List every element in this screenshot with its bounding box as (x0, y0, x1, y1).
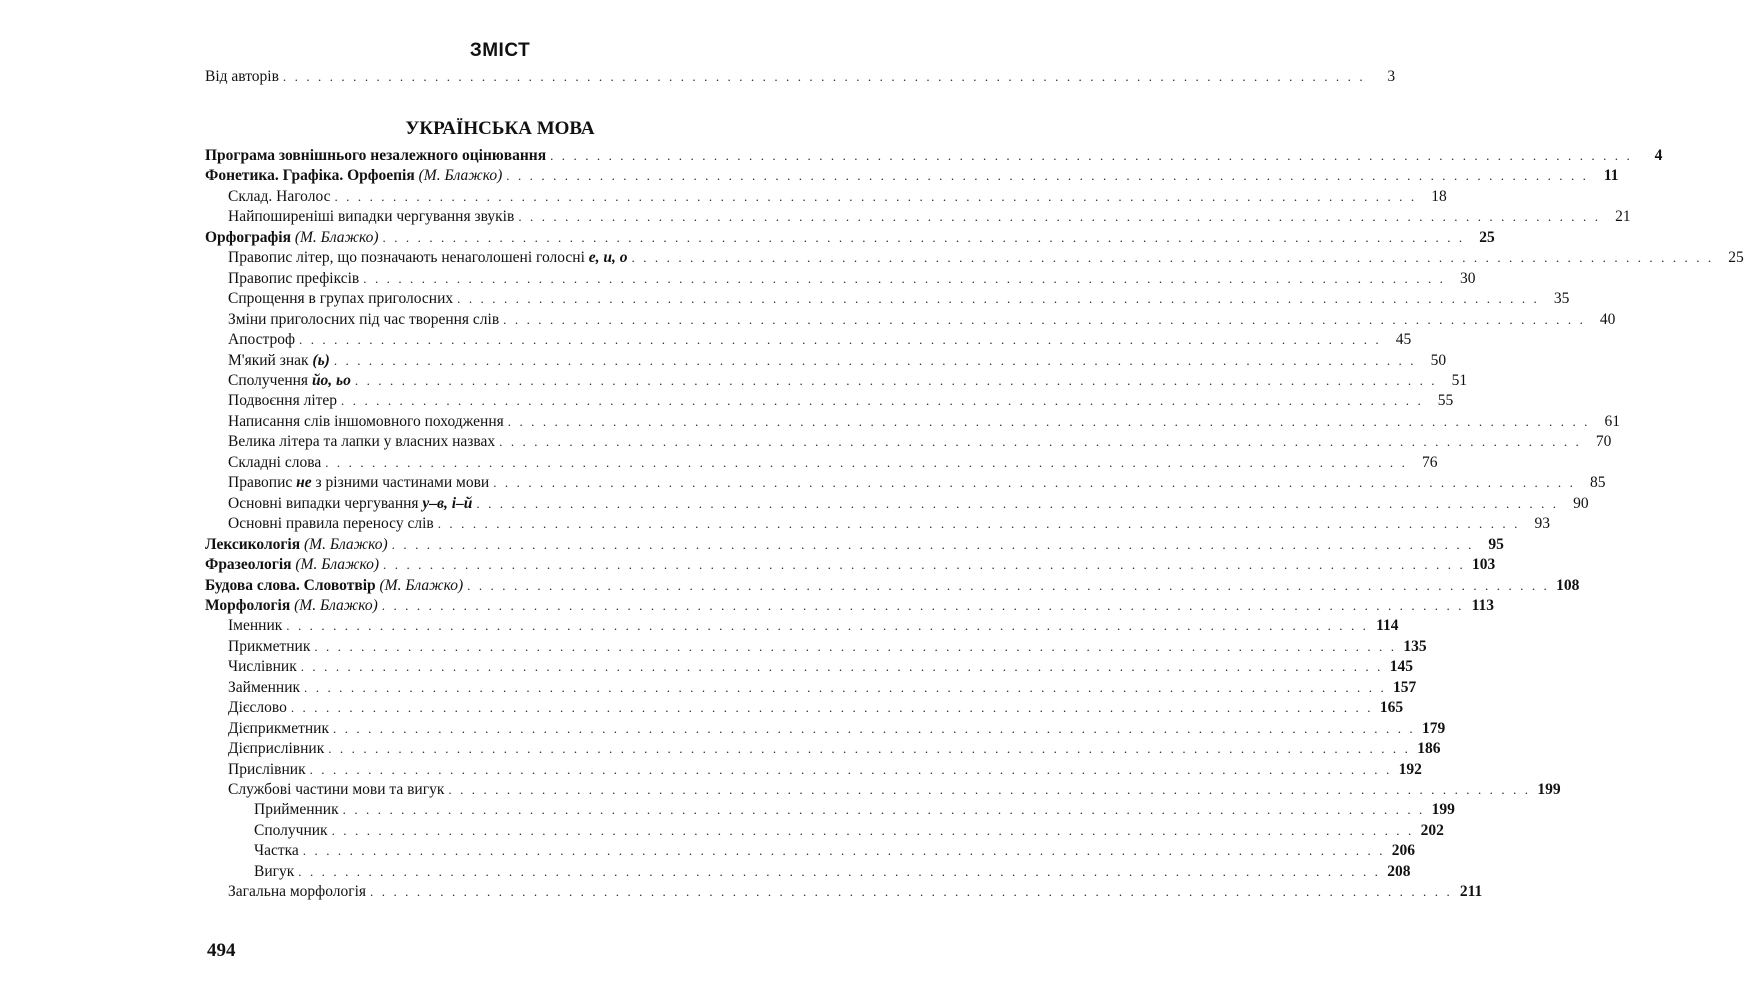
toc-entry-label (254, 861, 294, 883)
toc-entry-emphasis: йо, ьо (311, 371, 351, 389)
leader-dots: . . . . . . . . . . . . . . . . . . . . . . . . . . . . . . . . . . . . . . . . . . . . . . . . . . . . . . . . . . . . . . . . . . . . . . . . . . . . . . . . . . . . . . . . . . . . . (493, 475, 1576, 491)
leader-dots: . . . . . . . . . . . . . . . . . . . . . . . . . . . . . . . . . . . . . . . . . . . . . . . . . . . . . . . . . . . . . . . . . . . . . . . . . . . . . . . . . . . . . . . . . . . . . (507, 413, 1590, 429)
leader-dots: . . . . . . . . . . . . . . . . . . . . . . . . . . . . . . . . . . . . . . . . . . . . . . . . . . . . . . . . . . . . . . . . . . . . . . . . . . . . . . . . . . . . . . . . . . . . . (631, 250, 1714, 266)
toc-page-number: 108 (1556, 576, 1580, 594)
toc-entry-title: Прийменник (254, 801, 339, 819)
toc-entry (205, 738, 1441, 760)
toc-entry-title: Найпоширеніші випадки чергування звуків (228, 208, 515, 226)
toc-page-number: 199 (1537, 780, 1561, 798)
toc-entry (205, 861, 1411, 883)
toc-entry-label (228, 329, 295, 351)
toc-entry (205, 227, 1495, 249)
toc-entry-label (205, 227, 379, 249)
toc-entry-title: Орфографія (205, 228, 291, 246)
leader-dots: . . . . . . . . . . . . . . . . . . . . . . . . . . . . . . . . . . . . . . . . . . . . . . . . . . . . . . . . . . . . . . . . . . . . . . . . . . . . . . . . . . . . . . . . . . . . . (298, 863, 1381, 879)
toc-entry-label (205, 554, 379, 576)
toc-entry-emphasis: не (296, 474, 312, 492)
toc-entry (205, 615, 1399, 637)
toc-entry-label (228, 615, 282, 637)
toc-entry (205, 390, 1454, 412)
leader-dots: . . . . . . . . . . . . . . . . . . . . . . . . . . . . . . . . . . . . . . . . . . . . . . . . . . . . . . . . . . . . . . . . . . . . . . . . . . . . . . . . . . . . . . . . . . . . . (363, 270, 1446, 286)
leader-dots: . . . . . . . . . . . . . . . . . . . . . . . . . . . . . . . . . . . . . . . . . . . . . . . . . . . . . . . . . . . . . . . . . . . . . . . . . . . . . . . . . . . . . . . . . . . . . (518, 209, 1601, 225)
toc-entry (205, 309, 1616, 331)
toc-entry (205, 288, 1570, 310)
toc-entry (205, 779, 1561, 801)
toc-entry-label (228, 350, 330, 372)
toc-entry-title: Склад. Наголос (228, 187, 331, 205)
toc-entry-title: Зміни приголосних під час творення слів (228, 310, 500, 328)
leader-dots: . . . . . . . . . . . . . . . . . . . . . . . . . . . . . . . . . . . . . . . . . . . . . . . . . . . . . . . . . . . . . . . . . . . . . . . . . . . . . . . . . . . . . . . . . . . . . (314, 638, 1397, 654)
toc-entry-author: (М. Блажко) (294, 228, 379, 246)
leader-dots: . . . . . . . . . . . . . . . . . . . . . . . . . . . . . . . . . . . . . . . . . . . . . . . . . . . . . . . . . . . . . . . . . . . . . . . . . . . . . . . . . . . . . . . . . . . . . (290, 700, 1374, 716)
leader-dots: . . . . . . . . . . . . . . . . . . . . . . . . . . . . . . . . . . . . . . . . . . . . . . . . . . . . . . . . . . . . . . . . . . . . . . . . . . . . . . . . . . . . . . . . . . . . . (467, 577, 1550, 593)
leader-dots: . . . . . . . . . . . . . . . . . . . . . . . . . . . . . . . . . . . . . . . . . . . . . . . . . . . . . . . . . . . . . . . . . . . . . . . . . . . . . . . . . . . . . . . . . . . . . (550, 148, 1633, 163)
toc-entry (205, 718, 1446, 740)
toc-entry-title: Дієприкметник (228, 719, 329, 737)
toc-entry-label (228, 493, 472, 515)
leader-dots: . . . . . . . . . . . . . . . . . . . . . . . . . . . . . . . . . . . . . . . . . . . . . . . . . . . . . . . . . . . . . . . . . . . . . . . . . . . . . . . . . . . . . . . . . . . . . (354, 372, 1438, 388)
leader-dots: . . . . . . . . . . . . . . . . . . . . . . . . . . . . . . . . . . . . . . . . . . . . . . . . . . . . . . . . . . . . . . . . . . . . . . . . . . . . . . . . . . . . . . . . . . . . . (506, 168, 1589, 184)
leader-dots: . . . . . . . . . . . . . . . . . . . . . . . . . . . . . . . . . . . . . . . . . . . . . . . . . . . . . . . . . . . . . . . . . . . . . . . . . . . . . . . . . . . . . . . . . . . . . (382, 229, 1465, 245)
toc-entry (205, 881, 1483, 903)
leader-dots: . . . . . . . . . . . . . . . . . . . . . . . . . . . . . . . . . . . . . . . . . . . . . . . . . . . . . . . . . . . . . . . . . . . . . . . . . . . . . . . . . . . . . . . . . . . . . (383, 557, 1466, 572)
toc-entry-label (205, 534, 388, 556)
toc-entry (205, 329, 1412, 351)
toc-entry-author: (М. Блажко) (304, 535, 388, 553)
toc-entry-intro (205, 66, 1396, 88)
toc-entry-label (228, 452, 321, 474)
toc-entry-label (228, 656, 297, 678)
toc-page-number: 51 (1451, 371, 1468, 389)
leader-dots: . . . . . . . . . . . . . . . . . . . . . . . . . . . . . . . . . . . . . . . . . . . . . . . . . . . . . . . . . . . . . . . . . . . . . . . . . . . . . . . . . . . . . . . . . . . . . (342, 802, 1425, 818)
toc-page-number: 55 (1437, 392, 1454, 410)
leader-dots: . . . . . . . . . . . . . . . . . . . . . . . . . . . . . . . . . . . . . . . . . . . . . . . . . . . . . . . . . . . . . . . . . . . . . . . . . . . . . . . . . . . . . . . . . . . . . (457, 291, 1540, 307)
toc-entry-title: Фонетика. Графіка. Орфоепія (205, 167, 415, 185)
leader-dots: . . . . . . . . . . . . . . . . . . . . . . . . . . . . . . . . . . . . . . . . . . . . . . . . . . . . . . . . . . . . . . . . . . . . . . . . . . . . . . . . . . . . . . . . . . . . . (325, 454, 1408, 470)
toc-page-number: 206 (1391, 842, 1416, 860)
leader-dots: . . . . . . . . . . . . . . . . . . . . . . . . . . . . . . . . . . . . . . . . . . . . . . . . . . . . . . . . . . . . . . . . . . . . . . . . . . . . . . . . . . . . . . . . . . . . . (370, 884, 1453, 900)
toc-entry-label (228, 390, 337, 412)
toc-entry-label (228, 718, 329, 740)
toc-entry (205, 350, 1447, 372)
toc-entry-label (254, 799, 339, 821)
toc-entry-label (205, 145, 546, 167)
toc-entry-label (228, 247, 628, 269)
toc-entry-label (205, 575, 463, 597)
toc-entry (205, 840, 1416, 862)
toc-entry-title: Загальна морфологія (228, 883, 367, 901)
toc-entry-title: Правопис літер, що позначають ненаголошені голосні (228, 249, 585, 267)
toc-page-number: 103 (1472, 556, 1496, 573)
leader-dots: . . . . . . . . . . . . . . . . . . . . . . . . . . . . . . . . . . . . . . . . . . . . . . . . . . . . . . . . . . . . . . . . . . . . . . . . . . . . . . . . . . . . . . . . . . . . . (331, 822, 1414, 838)
leader-dots: . . . . . . . . . . . . . . . . . . . . . . . . . . . . . . . . . . . . . . . . . . . . . . . . . . . . . . . . . . . . . . . . . . . . . . . . . . . . . . . . . . . . . . . . . . . . . (499, 434, 1582, 450)
toc-entry-title: Частка (254, 842, 299, 860)
leader-dots: . . . . . . . . . . . . . . . . . . . . . . . . . . . . . . . . . . . . . . . . . . . . . . . . . . . . . . . . . . . . . . . . . . . . . . . . . . . . . . . . . . . . . . . . . . . . . (299, 332, 1382, 347)
leader-dots: . . . . . . . . . . . . . . . . . . . . . . . . . . . . . . . . . . . . . . . . . . . . . . . . . . . . . . . . . . . . . . . . . . . . . . . . . . . . . . . . . . . . . . . . . . . . . (437, 516, 1520, 532)
toc-entry-author: (М. Блажко) (418, 167, 503, 185)
toc-entry (205, 820, 1444, 842)
leader-dots: . . . . . . . . . . . . . . . . . . . . . . . . . . . . . . . . . . . . . . . . . . . . . . . . . . . . . . . . . . . . . . . . . . . . . . . . . . . . . . . . . . . . . . . . . . . . . (448, 781, 1531, 797)
toc-entry (205, 677, 1417, 699)
leader-dots: . . . . . . . . . . . . . . . . . . . . . . . . . . . . . . . . . . . . . . . . . . . . . . . . . . . . . . . . . . . . . . . . . . . . . . . . . . . . . . . . . . . . . . . . . . . . . (282, 69, 1366, 84)
toc-page-number: 199 (1431, 801, 1455, 819)
toc-page-number: 192 (1398, 760, 1422, 778)
toc-entry (205, 431, 1612, 453)
section-title: УКРАЇНСЬКА МОВА (405, 118, 595, 139)
toc-entry-author: (М. Блажко) (295, 556, 380, 573)
toc-entry-label (228, 677, 300, 699)
toc-page-number: 61 (1604, 412, 1620, 430)
toc-page-number: 40 (1599, 310, 1616, 328)
toc-entry-title: Дієслово (228, 699, 287, 717)
toc-entry-title: Основні випадки чергування (228, 494, 419, 512)
leader-dots: . . . . . . . . . . . . . . . . . . . . . . . . . . . . . . . . . . . . . . . . . . . . . . . . . . . . . . . . . . . . . . . . . . . . . . . . . . . . . . . . . . . . . . . . . . . . . (300, 659, 1383, 675)
toc-entry-title: Будова слова. Словотвір (205, 576, 376, 594)
toc-entry (205, 799, 1455, 821)
toc-entry-title: Прикметник (228, 637, 311, 655)
toc-page-number: 135 (1403, 637, 1427, 655)
toc-entry-label (228, 288, 453, 310)
toc-entry-title: Правопис (228, 474, 293, 492)
toc-entry-label (228, 472, 489, 494)
toc-entry-label (228, 370, 351, 392)
toc-entry-label (254, 820, 328, 842)
toc-entry-author: (М. Блажко) (294, 596, 378, 614)
toc-page-number: 208 (1387, 862, 1411, 880)
toc-entry (205, 636, 1427, 658)
toc-entry-title: Написання слів іншомовного походження (228, 412, 504, 430)
toc-entry-label (205, 165, 502, 187)
leader-dots: . . . . . . . . . . . . . . . . . . . . . . . . . . . . . . . . . . . . . . . . . . . . . . . . . . . . . . . . . . . . . . . . . . . . . . . . . . . . . . . . . . . . . . . . . . . . . (503, 311, 1586, 327)
toc-entry-title: Числівник (228, 658, 297, 676)
toc-entry-title: Іменник (228, 617, 283, 635)
toc-entry (205, 656, 1413, 678)
toc-entry (205, 247, 1744, 269)
toc-page-number: 165 (1379, 699, 1404, 717)
toc-entry-title: Фразеологія (205, 556, 292, 573)
toc-entry (205, 472, 1606, 494)
toc-entry-title: Прислівник (228, 760, 306, 778)
toc-entry-label (228, 206, 514, 228)
toc-page-number: 25 (1728, 249, 1744, 267)
toc-entry-label (254, 840, 299, 862)
toc-entry-title: М'який знак (228, 351, 309, 369)
toc-entry-label (228, 268, 359, 290)
toc-page-number: 18 (1431, 187, 1447, 205)
toc-page-number: 85 (1589, 474, 1606, 492)
toc-entry-title: Апостроф (228, 331, 296, 348)
toc-entry (205, 186, 1447, 208)
toc-entry-label (228, 881, 366, 903)
toc-page-number: 3 (1387, 68, 1396, 85)
toc-entry (205, 268, 1476, 290)
toc-page-number: 76 (1421, 453, 1438, 471)
toc-page-number: 202 (1420, 821, 1444, 839)
leader-dots: . . . . . . . . . . . . . . . . . . . . . . . . . . . . . . . . . . . . . . . . . . . . . . . . . . . . . . . . . . . . . . . . . . . . . . . . . . . . . . . . . . . . . . . . . . . . . (381, 597, 1465, 613)
leader-dots: . . . . . . . . . . . . . . . . . . . . . . . . . . . . . . . . . . . . . . . . . . . . . . . . . . . . . . . . . . . . . . . . . . . . . . . . . . . . . . . . . . . . . . . . . . . . . (328, 741, 1411, 756)
leader-dots: . . . . . . . . . . . . . . . . . . . . . . . . . . . . . . . . . . . . . . . . . . . . . . . . . . . . . . . . . . . . . . . . . . . . . . . . . . . . . . . . . . . . . . . . . . . . . (333, 352, 1417, 368)
toc-entry (205, 554, 1496, 576)
toc-page-number: 113 (1471, 596, 1495, 614)
leader-dots: . . . . . . . . . . . . . . . . . . . . . . . . . . . . . . . . . . . . . . . . . . . . . . . . . . . . . . . . . . . . . . . . . . . . . . . . . . . . . . . . . . . . . . . . . . . . . (333, 720, 1416, 736)
toc-entry-title: Морфологія (205, 596, 291, 614)
toc-entry-label (228, 779, 444, 801)
toc-page-number: 25 (1479, 228, 1495, 246)
toc-entry-label (228, 759, 306, 781)
toc-entry-title: Подвоєння літер (228, 392, 338, 410)
toc-entry-title: Дієприслівник (228, 740, 325, 757)
toc-entry-label (228, 431, 495, 453)
toc-entry-title: Основні правила переносу слів (228, 515, 434, 533)
toc-entry-label (228, 697, 287, 719)
toc-page-number: 70 (1595, 433, 1612, 451)
toc-entry-emphasis: у–в, і–й (422, 494, 473, 512)
toc-entry (205, 513, 1550, 535)
toc-page-number: 35 (1553, 290, 1570, 308)
toc-entry-title: Сполучення (228, 371, 309, 389)
toc-entry (205, 206, 1631, 228)
toc-entry-title: Лексикологія (205, 535, 301, 553)
toc-entry-title-tail: з різними частинами мови (315, 474, 490, 492)
toc-page-number: 186 (1417, 740, 1441, 757)
toc-page-number: 95 (1488, 535, 1504, 553)
toc-entry-label (205, 595, 378, 617)
toc-entry-title: Спрощення в групах приголосних (228, 290, 454, 308)
toc-page-number: 30 (1460, 269, 1476, 287)
toc-entry (205, 595, 1495, 617)
toc-entry-label (228, 513, 434, 535)
toc-entry-emphasis: (ь) (312, 351, 330, 369)
page-number-footer: 494 (207, 940, 236, 961)
toc-page-number: 11 (1603, 167, 1619, 185)
toc-page-number: 179 (1422, 719, 1446, 737)
toc-page-number: 45 (1395, 331, 1412, 348)
toc-page-number: 93 (1534, 515, 1550, 533)
toc-entry-title: Вигук (254, 862, 295, 880)
toc-entry (205, 759, 1422, 781)
toc-page-number: 50 (1430, 351, 1447, 369)
toc-entry-title: Службові частини мови та вигук (228, 780, 445, 798)
leader-dots: . . . . . . . . . . . . . . . . . . . . . . . . . . . . . . . . . . . . . . . . . . . . . . . . . . . . . . . . . . . . . . . . . . . . . . . . . . . . . . . . . . . . . . . . . . . . . (341, 393, 1424, 409)
toc-entry (205, 165, 1619, 187)
toc-entry-author: (М. Блажко) (379, 576, 464, 594)
toc-entry (205, 697, 1404, 719)
toc-page-number: 21 (1615, 208, 1631, 226)
leader-dots: . . . . . . . . . . . . . . . . . . . . . . . . . . . . . . . . . . . . . . . . . . . . . . . . . . . . . . . . . . . . . . . . . . . . . . . . . . . . . . . . . . . . . . . . . . . . . (391, 536, 1474, 552)
toc-page-number: 114 (1376, 617, 1399, 635)
toc-entry-label (228, 411, 504, 433)
toc-page-number: 90 (1573, 494, 1589, 512)
toc-entry (205, 411, 1620, 433)
toc-entry-label (228, 738, 324, 760)
toc-entry-label (228, 186, 330, 208)
leader-dots: . . . . . . . . . . . . . . . . . . . . . . . . . . . . . . . . . . . . . . . . . . . . . . . . . . . . . . . . . . . . . . . . . . . . . . . . . . . . . . . . . . . . . . . . . . . . . (334, 188, 1417, 204)
toc-page-number: 157 (1393, 678, 1417, 696)
toc-entry (205, 370, 1468, 392)
leader-dots: . . . . . . . . . . . . . . . . . . . . . . . . . . . . . . . . . . . . . . . . . . . . . . . . . . . . . . . . . . . . . . . . . . . . . . . . . . . . . . . . . . . . . . . . . . . . . (286, 618, 1369, 634)
toc-entry (205, 493, 1589, 515)
toc-entry-title: Сполучник (254, 821, 328, 839)
toc-entry (205, 534, 1504, 556)
toc-entry-label (228, 309, 499, 331)
toc-entry-label (228, 636, 310, 658)
toc-entry-emphasis: е, и, о (588, 249, 628, 267)
toc-entry-title: Програма зовнішнього незалежного оцінювання (205, 147, 547, 164)
toc-entry (205, 575, 1580, 597)
toc-page-number: 211 (1459, 883, 1483, 901)
toc-page-number: 145 (1389, 658, 1413, 676)
toc-entry-title: Займенник (228, 678, 301, 696)
toc-title: ЗМІСТ (469, 40, 531, 61)
toc-entry-title: Складні слова (228, 453, 322, 471)
toc-entry (205, 452, 1438, 474)
toc-entry-title: Правопис префіксів (228, 269, 360, 287)
toc-entry-label: Від авторів (205, 68, 279, 85)
toc-page-number: 4 (1654, 147, 1663, 164)
leader-dots: . . . . . . . . . . . . . . . . . . . . . . . . . . . . . . . . . . . . . . . . . . . . . . . . . . . . . . . . . . . . . . . . . . . . . . . . . . . . . . . . . . . . . . . . . . . . . (304, 679, 1387, 695)
leader-dots: . . . . . . . . . . . . . . . . . . . . . . . . . . . . . . . . . . . . . . . . . . . . . . . . . . . . . . . . . . . . . . . . . . . . . . . . . . . . . . . . . . . . . . . . . . . . . (476, 495, 1559, 511)
toc-entry-title: Велика літера та лапки у власних назвах (228, 433, 496, 451)
toc-entry (205, 145, 1663, 167)
leader-dots: . . . . . . . . . . . . . . . . . . . . . . . . . . . . . . . . . . . . . . . . . . . . . . . . . . . . . . . . . . . . . . . . . . . . . . . . . . . . . . . . . . . . . . . . . . . . . (309, 761, 1392, 777)
leader-dots: . . . . . . . . . . . . . . . . . . . . . . . . . . . . . . . . . . . . . . . . . . . . . . . . . . . . . . . . . . . . . . . . . . . . . . . . . . . . . . . . . . . . . . . . . . . . . (302, 843, 1386, 859)
